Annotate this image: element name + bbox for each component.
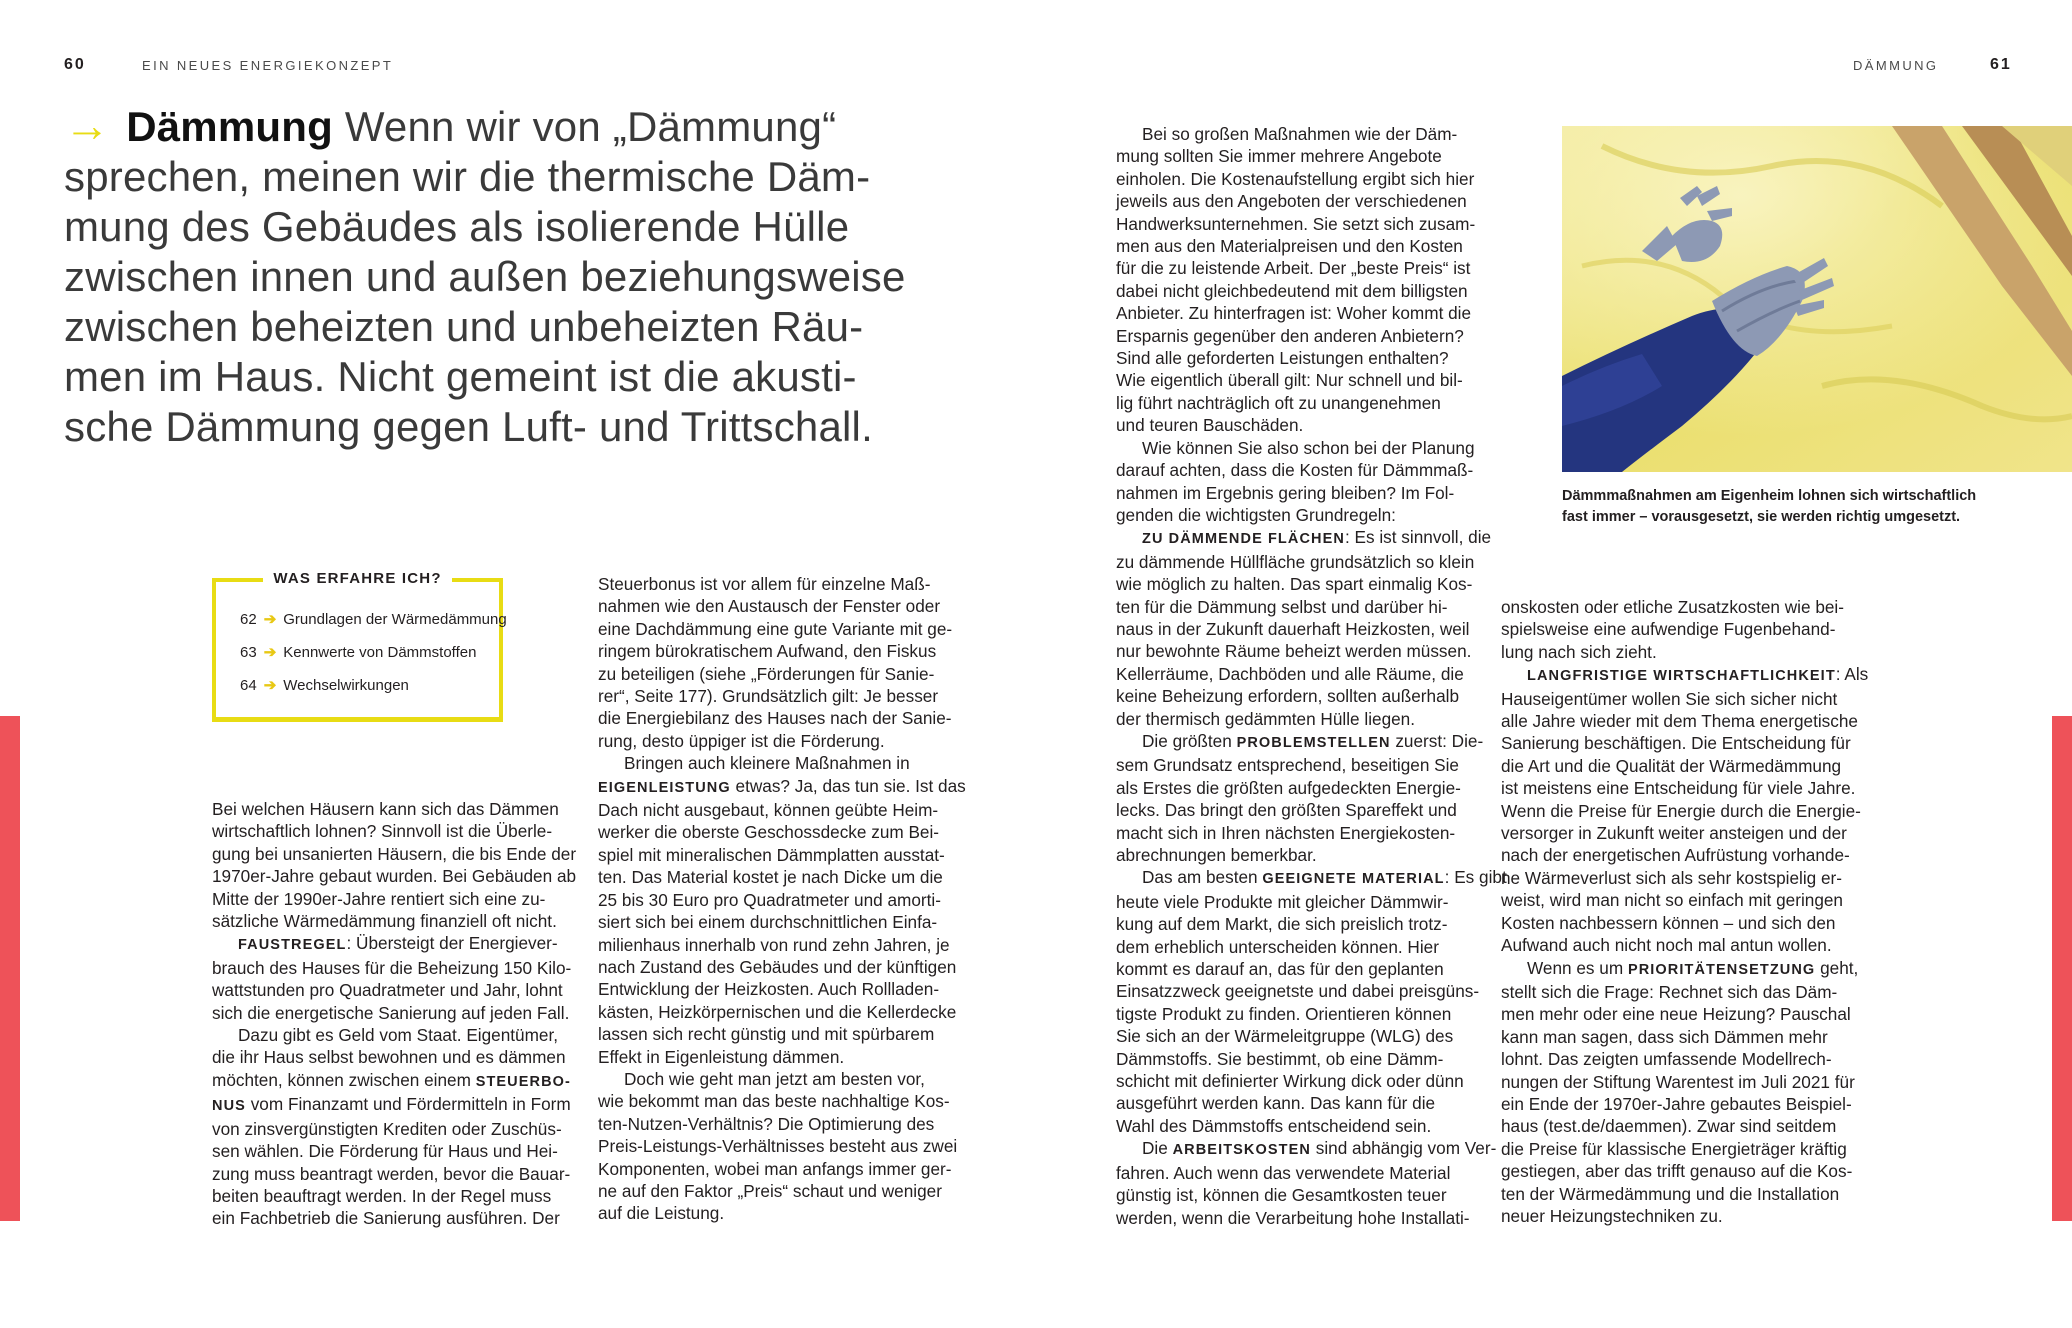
text-line: günstig ist, können die Gesamtkosten teuer (1116, 1185, 1447, 1206)
text-line: Kosten nachbessern können – und sich den (1501, 912, 1836, 933)
text-line: die ihr Haus selbst bewohnen und es dämmen (212, 1047, 566, 1068)
info-box-item-page: 63 (240, 644, 257, 661)
text-line: EIGENLEISTUNG etwas? Ja, das tun sie. Ist das (598, 775, 966, 796)
arrow-right-icon: → (64, 99, 111, 151)
text-line: die Art und die Qualität der Wärmedämmung (1501, 755, 1842, 776)
text-line: lung nach sich zieht. (1501, 641, 1657, 662)
text-line: eine Dachdämmung eine gute Variante mit ge- (598, 618, 953, 639)
text-line: Wahl des Dämmstoffs entscheidend sein. (1116, 1115, 1432, 1136)
text-line: Dach nicht ausgebaut, können geübte Heim- (598, 800, 939, 821)
intro-lines (64, 152, 906, 452)
text-line: tigste Produkt zu finden. Orientieren können (1116, 1003, 1452, 1024)
intro-line: men im Haus. Nicht gemeint ist die akusti- (64, 353, 857, 400)
text-line: Bei so großen Maßnahmen wie der Däm- (1142, 124, 1458, 144)
text-line: als Erstes die größten aufgedeckten Energie- (1116, 777, 1461, 798)
keyword: ZU DÄMMENDE FLÄCHEN (1142, 531, 1345, 548)
text-line: nach der energetischen Aufrüstung vorhande- (1501, 845, 1850, 866)
text-line: men aus den Materialpreisen und den Kosten (1116, 236, 1463, 257)
text-line: dabei nicht gleichbedeutend mit dem billigsten (1116, 280, 1468, 301)
arrow-right-icon: ➔ (263, 677, 277, 694)
intro-line: sche Dämmung gegen Luft- und Trittschall. (64, 403, 873, 450)
text-line: Wie können Sie also schon bei der Planung (1142, 437, 1475, 458)
text-line: stellt sich die Frage: Rechnet sich das Däm- (1501, 981, 1838, 1002)
text-line: versorger in Zukunft weiter ansteigen und der (1501, 823, 1847, 844)
keyword: STEUERBO- (475, 1073, 571, 1090)
text-line: ten-Nutzen-Verhältnis? Die Optimierung des (598, 1113, 935, 1134)
text-line: Anbieter. Zu hinterfragen ist: Woher kommt die (1116, 303, 1472, 324)
text-line: Handwerksunternehmen. Sie setzt sich zusam- (1116, 213, 1476, 234)
info-box-item-label: Kennwerte von Dämmstoffen (283, 644, 477, 661)
text-line: auf die Leistung. (598, 1203, 725, 1224)
text-line: Das am besten GEEIGNETE MATERIAL: Es gibt (1142, 867, 1507, 888)
text-line: und teuren Bauschäden. (1116, 415, 1304, 436)
text-line: der thermisch gedämmten Hülle liegen. (1116, 708, 1416, 729)
text-line: 25 bis 30 Euro pro Quadratmeter und amorti- (598, 889, 941, 910)
text-line: werden, wenn die Verarbeitung hohe Installati- (1116, 1207, 1470, 1228)
text-line: keine Beheizung erfordern, sollten außerhalb (1116, 686, 1460, 707)
text-line: Wenn die Preise für Energie durch die Energie- (1501, 800, 1861, 821)
intro-line: mung des Gebäudes als isolierende Hülle (64, 203, 850, 250)
text-line: siert sich bei einem durchschnittlichen Einfa- (598, 912, 938, 933)
text-line: kung auf dem Markt, die sich preislich trotz- (1116, 914, 1448, 935)
keyword: LANGFRISTIGE WIRTSCHAFTLICHKEIT (1527, 668, 1836, 685)
text-line: neuer Heizungstechniken zu. (1501, 1205, 1723, 1226)
text-line: die Preise für klassische Energieträger kräftig (1501, 1138, 1847, 1159)
text-line: ten. Das Material kostet je nach Dicke um die (598, 867, 943, 888)
text-line: nahmen im Ergebnis gering bleiben? Im Fol- (1116, 482, 1455, 503)
text-line: lassen sich recht günstig und mit spürbarem (598, 1024, 935, 1045)
text-line: kästen, Heizkörpernischen und die Kellerdecke (598, 1001, 957, 1022)
text-line: Komponenten, wobei man anfangs immer ger- (598, 1158, 952, 1179)
info-box-item-label: Grundlagen der Wärmedämmung (283, 611, 507, 628)
text-line: wirtschaftlich lohnen? Sinnvoll ist die Überle- (212, 821, 553, 842)
info-box-item-page: 62 (240, 611, 257, 628)
text-line: zung muss beantragt werden, bevor die Bauar- (212, 1163, 571, 1184)
text-line: wattstunden pro Quadratmeter und Jahr, lohnt (212, 980, 563, 1001)
text-line: beiten beauftragt werden. In der Regel muss (212, 1185, 552, 1206)
text-line: naus in der Zukunft dauerhaft Heizkosten, weil (1116, 618, 1470, 639)
text-line: sätzliche Wärmedämmung finanziell oft nicht. (212, 911, 557, 932)
arrow-right-icon: ➔ (263, 611, 277, 628)
text-line: 1970er-Jahre gebaut wurden. Bei Gebäuden ab (212, 866, 577, 887)
text-line: ten der Wärmedämmung und die Installation (1501, 1183, 1840, 1204)
info-box-item[interactable] (240, 610, 507, 628)
insulation-photo (1562, 126, 2072, 472)
text-line: wie möglich zu halten. Das spart einmalig Kos- (1116, 574, 1473, 595)
keyword: NUS (212, 1098, 246, 1115)
info-box-item-label: Wechselwirkungen (283, 677, 409, 694)
text-line: Sanierung beschäftigen. Die Entscheidung für (1501, 733, 1851, 754)
intro-paragraph (64, 99, 906, 452)
text-line: dem erheblich unterscheiden können. Hier (1116, 936, 1439, 957)
text-line: Preis-Leistungs-Verhältnisses besteht aus zwei (598, 1136, 958, 1157)
text-line: gestiegen, aber das trifft genauso auf die Kos- (1501, 1161, 1853, 1182)
text-line: ne auf den Faktor „Preis“ schaut und weniger (598, 1180, 942, 1201)
text-line: ringem bürokratischem Aufwand, den Fiskus (598, 641, 937, 662)
info-box-title-text: WAS ERFAHRE ICH? (263, 570, 451, 587)
text-column-3 (1116, 123, 1507, 1229)
text-line: ein Ende der 1970er-Jahre gebautes Beispiel- (1501, 1093, 1852, 1114)
text-line: nur bewohnte Räume beheizt werden müssen. (1116, 641, 1472, 662)
text-line: brauch des Hauses für die Beheizung 150 Kilo- (212, 957, 572, 978)
text-line: nach Zustand des Gebäudes und der künftigen (598, 956, 957, 977)
text-line: Wenn es um PRIORITÄTENSETZUNG geht, (1527, 957, 1859, 978)
text-line: Hauseigentümer wollen Sie sich sicher nicht (1501, 688, 1838, 709)
text-column-2 (598, 573, 966, 1225)
text-line: die Energiebilanz des Hauses nach der Sanie- (598, 708, 952, 729)
text-line: Einsatzzweck geeignetste und dabei preisgüns- (1116, 981, 1480, 1002)
text-line: möchten, können zwischen einem STEUERBO- (212, 1069, 571, 1090)
text-line: NUS vom Finanzamt und Fördermitteln in Form (212, 1094, 571, 1115)
text-line: einholen. Die Kostenaufstellung ergibt sich hier (1116, 168, 1475, 189)
text-line: Wie eigentlich überall gilt: Nur schnell und bil- (1116, 370, 1463, 391)
text-line: Sie sich an der Wärmeleitgruppe (WLG) des (1116, 1026, 1454, 1047)
intro-first-line-text: Wenn wir von „Dämmung“ (332, 103, 837, 150)
text-line: rer“, Seite 177). Grundsätzlich gilt: Je besser (598, 686, 939, 707)
text-line: sen wählen. Die Förderung für Haus und Hei- (212, 1141, 558, 1162)
text-line: ausgeführt werden kann. Das kann für die (1116, 1093, 1436, 1114)
text-column-4 (1501, 596, 1868, 1227)
text-line: ist meistens eine Entscheidung für viele Jahre. (1501, 778, 1856, 799)
info-box (212, 570, 507, 722)
info-box-item[interactable] (240, 676, 409, 694)
text-line: Dazu gibt es Geld vom Staat. Eigentümer, (238, 1025, 559, 1046)
text-column-1 (212, 798, 576, 1230)
text-line: Effekt in Eigenleistung dämmen. (598, 1046, 845, 1067)
text-line: schicht mit definierter Wirkung dick oder dünn (1116, 1071, 1464, 1092)
text-line: Bringen auch kleinere Maßnahmen in (624, 753, 910, 774)
text-line: alle Jahre wieder mit dem Thema energetische (1501, 711, 1858, 732)
info-box-title (216, 570, 499, 588)
text-line: Sind alle geforderten Leistungen enthalten? (1116, 348, 1449, 369)
keyword: EIGENLEISTUNG (598, 779, 731, 796)
text-line: onskosten oder etliche Zusatzkosten wie bei- (1501, 597, 1844, 617)
text-line: Die größten PROBLEMSTELLEN zuerst: Die- (1142, 730, 1484, 751)
text-line: spiel mit mineralischen Dämmplatten ausstat- (598, 844, 945, 865)
text-line: ten für die Dämmung selbst und darüber hi- (1116, 596, 1448, 617)
text-line: für die zu leistende Arbeit. Der „beste Preis“ ist (1116, 258, 1471, 279)
insulation-photo-illustration (1562, 126, 2072, 472)
text-line: wie bekommt man das beste nachhaltige Kos- (598, 1091, 950, 1112)
text-line: kommt es darauf an, das für den geplanten (1116, 959, 1444, 980)
text-line: lig führt nachträglich oft zu unangenehmen (1116, 392, 1441, 413)
arrow-right-icon: ➔ (263, 644, 277, 661)
text-line: ein Fachbetrieb die Sanierung ausführen. Der (212, 1208, 560, 1229)
intro-line: zwischen innen und außen beziehungsweise (64, 253, 906, 300)
text-line: spielsweise eine aufwendige Fugenbehand- (1501, 619, 1836, 640)
intro-line: zwischen beheizten und unbeheizten Räu- (64, 303, 864, 350)
info-box-item[interactable] (240, 643, 476, 661)
text-line: Mitte der 1990er-Jahre rentiert sich eine zu- (212, 888, 546, 909)
text-line: haus (test.de/daemmen). Zwar sind seitdem (1501, 1116, 1837, 1137)
text-line: lecks. Das bringt den größten Spareffekt und (1116, 800, 1457, 821)
text-line: darauf achten, dass die Kosten für Dämmmaß- (1116, 460, 1474, 481)
text-line: Dämmstoffs. Sie bestimmt, ob eine Dämm- (1116, 1048, 1444, 1069)
right-page-number: 61 (1990, 56, 2012, 73)
text-line: sem Grundsatz entsprechend, beseitigen Sie (1116, 755, 1459, 776)
photo-caption (1562, 486, 2002, 528)
caption-line: Dämmmaßnahmen am Eigenheim lohnen sich wirtschaftlich (1562, 488, 1977, 504)
text-line: Steuerbonus ist vor allem für einzelne Maß- (598, 574, 931, 594)
intro-first-line (64, 100, 884, 152)
text-line: abrechnungen bemerkbar. (1116, 845, 1317, 865)
text-line: ne Wärmeverlust sich als sehr kostspielig er- (1501, 867, 1842, 888)
text-line: zu beteiligen (siehe „Förderungen für Sanie- (598, 663, 935, 684)
text-line: von zinsvergünstigten Krediten oder Zuschüs- (212, 1118, 562, 1139)
text-line: zu dämmende Hüllfläche grundsätzlich so klein (1116, 551, 1475, 572)
caption-line: fast immer – vorausgesetzt, sie werden richtig umgesetzt. (1562, 509, 1961, 525)
text-line: genden die wichtigsten Grundregeln: (1116, 504, 1396, 525)
text-line: Ersparnis gegenüber den anderen Anbietern? (1116, 325, 1464, 346)
left-running-head: EIN NEUES ENERGIEKONZEPT (142, 58, 394, 73)
text-line: kann man sagen, dass sich Dämmen mehr (1501, 1026, 1828, 1047)
text-line: Doch wie geht man jetzt am besten vor, (624, 1068, 925, 1089)
text-line: men mehr oder eine neue Heizung? Pauschal (1501, 1004, 1851, 1025)
text-line: FAUSTREGEL: Übersteigt der Energiever- (238, 933, 558, 954)
intro-line: sprechen, meinen wir die thermische Däm- (64, 153, 871, 200)
left-edge-bar (0, 716, 20, 1221)
right-running-head: DÄMMUNG (1853, 58, 1939, 73)
text-line: LANGFRISTIGE WIRTSCHAFTLICHKEIT: Als (1527, 664, 1869, 685)
text-line: gung bei unsanierten Häusern, die bis Ende der (212, 843, 577, 864)
info-box-item-page: 64 (240, 677, 257, 694)
text-line: ZU DÄMMENDE FLÄCHEN: Es ist sinnvoll, die (1142, 527, 1492, 548)
text-line: milienhaus innerhalb von rund zehn Jahren, je (598, 934, 950, 955)
intro-heading: Dämmung (126, 103, 333, 150)
text-line: Kellerräume, Dachböden und alle Räume, die (1116, 663, 1464, 684)
text-line: Die ARBEITSKOSTEN sind abhängig vom Ver- (1142, 1138, 1497, 1159)
text-line: fahren. Auch wenn das verwendete Material (1116, 1162, 1451, 1183)
keyword: ARBEITSKOSTEN (1172, 1142, 1311, 1159)
text-line: Bei welchen Häusern kann sich das Dämmen (212, 799, 559, 819)
right-edge-bar (2052, 716, 2072, 1221)
text-line: nungen der Stiftung Warentest im Juli 2021 für (1501, 1071, 1855, 1092)
text-line: werker die oberste Geschossdecke zum Bei- (598, 822, 940, 843)
text-line: Entwicklung der Heizkosten. Auch Rollladen- (598, 979, 940, 1000)
keyword: GEEIGNETE MATERIAL (1262, 871, 1445, 888)
keyword: PRIORITÄTENSETZUNG (1627, 961, 1816, 978)
text-line: weist, wird man nicht so einfach mit geringen (1501, 890, 1843, 911)
keyword: PROBLEMSTELLEN (1236, 734, 1391, 751)
text-line: nahmen wie den Austausch der Fenster oder (598, 596, 941, 617)
text-line: Aufwand auch nicht noch mal antun wollen. (1501, 935, 1832, 956)
text-line: mung sollten Sie immer mehrere Angebote (1116, 146, 1442, 167)
text-line: macht sich in Ihren nächsten Energiekosten- (1116, 822, 1456, 843)
left-page-number: 60 (64, 56, 86, 73)
keyword: FAUSTREGEL (238, 937, 347, 954)
text-line: rung, desto üppiger ist die Förderung. (598, 730, 885, 751)
text-line: jeweils aus den Angeboten der verschiedenen (1116, 191, 1467, 212)
text-line: sich die energetische Sanierung auf jeden Fall. (212, 1002, 570, 1023)
text-line: heute viele Produkte mit gleicher Dämmwir- (1116, 891, 1449, 912)
text-line: lohnt. Das zeigten umfassende Modellrech- (1501, 1049, 1832, 1070)
